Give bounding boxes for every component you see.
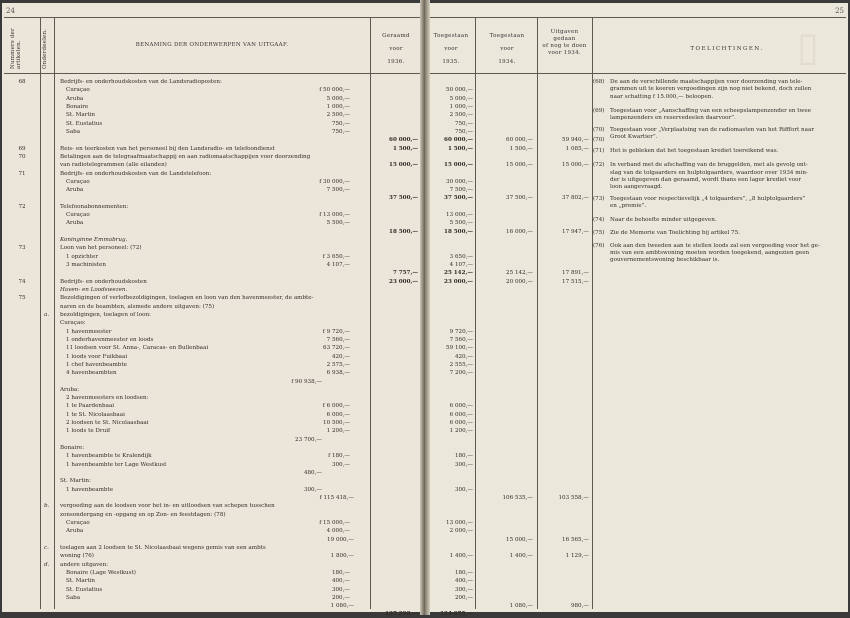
header-description: BENAMING DER ONDERWERPEN VAN UITGAAF. [135, 42, 289, 48]
allowed-1935-total: 15 000,— [444, 162, 473, 169]
estimate-1936: 18 500,— [389, 228, 418, 235]
allowed-1935-item: 200,— [454, 594, 473, 601]
allowed-1935-item: 3 650,— [449, 253, 473, 260]
subitem-amount: f 13 000,— [319, 212, 350, 219]
allowed-1935-item: 7 500,— [449, 187, 473, 194]
right-page [427, 3, 848, 618]
allowed-1934: 1 080,— [509, 603, 533, 610]
estimate-1936: 137 298,— [385, 611, 418, 618]
subitem-amount: 63 720,— [323, 345, 350, 352]
subitem-amount: 10 500,— [323, 420, 350, 427]
row-description: 2 havenmeesters en loodsen: [66, 395, 149, 402]
estimate-1936: 60 000,— [389, 137, 418, 144]
col-divider [537, 17, 538, 609]
header-allowed-1935: Toegestaan voor 1935. [433, 33, 469, 65]
row-description: 1 te Paardenbaai [66, 403, 115, 410]
row-description: Saba [66, 128, 81, 135]
estimate-1936: 1 500,— [392, 145, 418, 152]
note-text-line: Naar de behoefte minder uitgegeven. [610, 217, 717, 224]
note-text-line: naar schatting f 15.000,— beloopen. [610, 93, 714, 100]
subitem-amount: 180,— [331, 569, 350, 576]
note-text-line: De aan de verschillende maatschappijen voor doorzending van tele- [610, 79, 803, 85]
note-text-line: Toegestaan voor „Aanschaffing van een scheepslampenzender en twee [610, 107, 811, 114]
expenses-1934: 16 565,— [562, 536, 589, 543]
subitem-amount: 7 500,— [326, 187, 350, 194]
note-text-line: Het is gebleken dat het toegestaan krediet toereikend was. [610, 148, 779, 155]
expenses-1934: 37 802,— [562, 195, 589, 202]
row-description: Aruba [66, 187, 84, 194]
subitem-amount: f 180,— [328, 453, 350, 460]
subtotal-amount: 23 700,— [295, 436, 322, 443]
subitem-amount: 400,— [331, 578, 350, 585]
book-gutter [420, 0, 430, 615]
group-total-amount: 1 080,— [330, 603, 354, 610]
row-description: Loon van het personeel: (72) [60, 245, 142, 252]
left-page [2, 3, 423, 618]
row-description: Bonaire [66, 103, 89, 110]
note-text-line: Toegestaan voor „Verplaatsing van de radiomasten van het Rifffort naar [610, 126, 815, 133]
subitem-amount: 4 000,— [326, 528, 350, 535]
row-description: 4 havenbeambten [66, 370, 117, 377]
allowed-1935-item: 30 000,— [446, 178, 473, 185]
subitem-amount: 7 560,— [326, 336, 350, 343]
note-number: (70) [593, 126, 605, 133]
allowed-1935-total: 23 000,— [444, 278, 473, 285]
row-description: Haven- en Loodswezen. [60, 287, 128, 293]
row-description: Betalingen aan de telegraafmaatschappij en aan radiomaatschappijen voor doorzending [60, 153, 311, 160]
row-description: woning (76) [60, 553, 94, 560]
group-total-amount: 19 000,— [327, 536, 354, 543]
subitem-amount: 1 000,— [326, 103, 350, 110]
header-explanations: TOELICHTINGEN. [690, 46, 764, 52]
subdivision-label: c. [44, 544, 49, 551]
faded-watermark: ▯ [797, 23, 820, 70]
row-description: St. Martin [66, 112, 96, 119]
page-number-right: 25 [835, 7, 844, 15]
allowed-1935-item: 13 000,— [446, 212, 473, 219]
note-text-line: lampenzenders en reservedeelen daarvoor”. [610, 115, 736, 122]
row-description: Bezoldigingen of verlofbezoldigingen, toelagen en loon van den havenmeester, de ambte- [60, 295, 314, 302]
note-text-line: grammen uit te keeren vergoedingen zijn nog niet bekend, doch zullen [610, 86, 812, 93]
subdivision-label: a. [44, 311, 50, 318]
col-divider [54, 17, 55, 609]
row-description: 11 loodsen voor St. Anna-, Caracas- en Bullenbaai [66, 345, 209, 352]
subitem-amount: 300,— [331, 586, 350, 593]
row-description: St. Eustatius [66, 120, 103, 127]
note-number: (69) [593, 107, 605, 114]
subitem-amount: 2 500,— [326, 112, 350, 119]
row-description: vergoeding aan de loodsen voor het in- en uitloodsen van schepen tusschen [60, 503, 275, 510]
row-description: naren en de beambten, alsmede andere uitgaven: (75) [60, 303, 215, 310]
row-description: 2 loodsen te St. Nicolaasbaai [66, 420, 149, 427]
row-description: Curaçao [66, 519, 90, 526]
row-description: toelagen aan 2 loodsen te St. Nicolaasbaai wegens gemis van een ambts [60, 544, 266, 551]
subitem-amount: 420,— [331, 353, 350, 360]
col-divider [475, 17, 476, 609]
header-article-numbers: Nummers der artikelen. [10, 28, 22, 69]
estimate-1936: 15 000,— [389, 162, 418, 169]
row-description: Reis- en teerkosten van het personeel bij den Landsradio- en telefoondienst [60, 145, 275, 152]
expenses-1934: 17 891,— [562, 270, 589, 277]
allowed-1935-item: 7 560,— [449, 336, 473, 343]
row-description: 1 opzichter [66, 253, 98, 260]
allowed-1935-item: 50 000,— [446, 87, 473, 94]
allowed-1935-item: 2 555,— [449, 361, 473, 368]
subitem-amount: f 6 000,— [322, 403, 350, 410]
row-description: Bonaire: [60, 445, 85, 452]
row-description: 1 onderhavenmeester en loods [66, 336, 154, 343]
row-description: van radiotelegrammen (alle eilanden) [60, 162, 167, 169]
allowed-1935-item: 2 500,— [449, 112, 473, 119]
allowed-1935-item: 7 200,— [449, 370, 473, 377]
allowed-1934: 37 500,— [506, 195, 533, 202]
subitem-amount: 200,— [331, 594, 350, 601]
article-number: 68 [18, 79, 26, 85]
note-text-line: mis van een ambtswoning moeten worden toegekend, aangezien geen [610, 250, 810, 257]
allowed-1935-item: 13 000,— [446, 519, 473, 526]
note-number: (73) [593, 195, 605, 202]
note-text-line: slag van de tolgaarders en hulptolgaarders, waardoor over 1934 min- [610, 169, 808, 176]
row-description: 1 havenbeambte te Kralendijk [66, 453, 152, 460]
row-description: bezoldigingen, toelagen of loon: [60, 311, 151, 318]
article-number: 70 [18, 153, 26, 160]
note-text-line: gouvernementswoning beschikbaar is. [610, 257, 720, 264]
row-description: 1 loods voor Fuikbaai [66, 353, 128, 360]
article-number: 72 [18, 203, 26, 210]
row-description: Bedrijfs- en onderhoudskosten van de Landstelefoon: [60, 170, 212, 177]
estimate-1936: 23 000,— [389, 278, 418, 285]
group-total-amount: f 115 418,— [319, 495, 354, 501]
allowed-1935-item: 1 400,— [449, 553, 473, 560]
row-description: 1 havenbeambte ter Lage Westkust [66, 461, 167, 468]
row-description: Bedrijfs- en onderhoudskosten [60, 278, 147, 285]
header-top-rule [4, 17, 420, 18]
subitem-amount: 5 000,— [326, 95, 350, 102]
allowed-1935-item: 5 000,— [449, 95, 473, 102]
allowed-1935-item: 300,— [454, 486, 473, 493]
header-top-rule [427, 17, 846, 18]
article-number: 74 [18, 278, 26, 285]
header-estimate-1936: Geraamd voor 1936. [382, 33, 410, 65]
row-description: zonsondergang en -opgang en op Zon- en feestdagen: (78) [60, 511, 226, 518]
allowed-1935-item: 6 000,— [449, 420, 473, 427]
allowed-1934: 1 500,— [509, 145, 533, 152]
allowed-1934: 20 000,— [506, 278, 533, 285]
allowed-1935-total: 60 000,— [444, 137, 473, 144]
header-allowed-1934: Toegestaan voor 1934. [489, 33, 525, 65]
note-text-line: Ook aan den tweeden aan te stellen loods zal een vergoeding voor het ge- [610, 242, 820, 249]
allowed-1935-total: 37 500,— [444, 195, 473, 202]
col-divider [370, 17, 371, 609]
row-description: Aruba: [60, 386, 80, 393]
row-description: Aruba [66, 95, 84, 102]
allowed-1935-item: 300,— [454, 461, 473, 468]
expenses-1934: 15 000,— [562, 162, 589, 169]
note-number: (74) [593, 217, 605, 224]
note-reference: (70) [593, 137, 605, 144]
subtotal-amount: f 90 938,— [291, 378, 322, 385]
expenses-1934: 17 947,— [562, 228, 589, 235]
note-number: (71) [593, 148, 605, 155]
row-description: Koninginne Emmabrug. [60, 237, 128, 244]
row-description: Curaçao [66, 212, 90, 219]
subitem-amount: 750,— [331, 128, 350, 135]
row-description: 3 machinisten [66, 262, 106, 269]
subitem-amount: f 50 000,— [319, 87, 350, 94]
allowed-1935-item: 1 000,— [449, 103, 473, 110]
page-number-left: 24 [6, 7, 15, 15]
subitem-amount: 1 200,— [326, 428, 350, 435]
subdivision-label: b. [44, 503, 50, 510]
note-text-line: Zie de Memorie van Toelichting bij artikel 75. [610, 229, 740, 236]
allowed-1935-item: 4 107,— [449, 262, 473, 269]
allowed-1935-item: 6 000,— [449, 411, 473, 418]
subitem-amount: f 3 650,— [322, 253, 350, 260]
row-description: 1 havenmeester [66, 328, 112, 335]
subtotal-amount: 480,— [303, 470, 322, 477]
expenses-1934: 980,— [570, 603, 589, 610]
expenses-1934: 17 515,— [562, 278, 589, 285]
allowed-1935-item: 9 720,— [449, 328, 473, 335]
row-description: Curaçao [66, 87, 90, 94]
header-expenses-1934: Uitgaven gedaan of nog te doen voor 1934. [542, 29, 587, 56]
subitem-amount: 2 575,— [326, 361, 350, 368]
row-description: St. Martin: [60, 478, 91, 485]
article-number: 69 [18, 145, 26, 152]
article-number: 71 [18, 170, 26, 177]
allowed-1934: 1 400,— [509, 553, 533, 560]
header-bottom-rule [4, 73, 420, 74]
allowed-1935-total: 18 500,— [444, 228, 473, 235]
col-divider [40, 17, 41, 609]
article-number: 75 [18, 295, 26, 302]
row-description: andere uitgaven: [60, 561, 109, 568]
allowed-1935-item: 180,— [454, 453, 473, 460]
subitem-amount: f 15 000,— [319, 519, 350, 526]
allowed-1935-item: 6 000,— [449, 403, 473, 410]
note-text-line: Groot Kwartier”. [610, 133, 658, 140]
allowed-1935-item: 180,— [454, 569, 473, 576]
estimate-1936: 37 500,— [389, 195, 418, 202]
allowed-1934: 16 000,— [506, 228, 533, 235]
row-description: 1 havenbeambte [66, 486, 114, 493]
expenses-1934: 1 085,— [565, 145, 589, 152]
subitem-amount: 300,— [331, 461, 350, 468]
allowed-1935-item: 59 100,— [446, 345, 473, 352]
row-description: St. Eustatius [66, 586, 103, 593]
allowed-1935-total: 124 075,— [440, 611, 473, 618]
note-text-line: en „premie”. [610, 202, 647, 209]
subitem-amount: 4 107,— [326, 262, 350, 269]
note-text-line: der is uitgegeven dan geraamd, wordt thans een lager krediet voor [610, 177, 802, 183]
row-description: Bedrijfs- en onderhoudskosten van de Landsradioposten: [60, 79, 222, 85]
allowed-1935-total: 1 500,— [447, 145, 473, 152]
note-text-line: loon aangevraagd. [610, 184, 663, 191]
expenses-1934: 59 940,— [562, 137, 589, 144]
row-description: Curaçao [66, 178, 90, 185]
allowed-1935-item: 1 200,— [449, 428, 473, 435]
row-description: Bonaire (Lage Westkust) [66, 569, 136, 576]
header-subdivisions: Onderdeelen. [42, 28, 48, 69]
allowed-1935-item: 750,— [454, 128, 473, 135]
article-number: 73 [18, 245, 26, 252]
allowed-1934: 106 535,— [502, 495, 533, 501]
note-number: (76) [593, 242, 605, 249]
row-description: 1 te St. Nicolaasbaai [66, 411, 125, 418]
note-text-line: In verband met de afschaffing van de bruggelden, met als gevolg ont- [610, 162, 808, 169]
row-description: 1 loods te Druif [66, 428, 111, 435]
allowed-1935-total: 25 142,— [444, 270, 473, 277]
allowed-1935-item: 300,— [454, 586, 473, 593]
subitem-amount: f 30 000,— [319, 178, 350, 185]
subitem-amount: 6 938,— [326, 370, 350, 377]
row-description: 1 chef havenbeambte [66, 361, 127, 368]
allowed-1935-item: 400,— [454, 578, 473, 585]
note-number: (75) [593, 229, 605, 236]
row-description: Telefoonabonnementen: [60, 203, 129, 210]
allowed-1935-item: 750,— [454, 120, 473, 127]
allowed-1934: 60 000,— [506, 137, 533, 144]
group-total-amount: 1 800,— [330, 553, 354, 560]
allowed-1934: 15 000,— [506, 162, 533, 169]
row-description: Aruba [66, 528, 84, 535]
allowed-1934: 15 000,— [506, 536, 533, 543]
col-divider [592, 17, 593, 609]
subtotal-amount: 300,— [303, 486, 322, 493]
header-bottom-rule [427, 73, 846, 74]
row-description: St. Martin [66, 578, 96, 585]
allowed-1935-item: 420,— [454, 353, 473, 360]
row-description: Aruba [66, 220, 84, 227]
subitem-amount: 6 000,— [326, 411, 350, 418]
allowed-1934: 25 142,— [506, 270, 533, 277]
note-text-line: Toegestaan voor respectievelijk „4 tolgaarders”, „8 hulptolgaarders” [610, 195, 806, 202]
row-description: Saba [66, 594, 81, 601]
subdivision-label: d. [44, 561, 50, 568]
expenses-1934: 103 558,— [558, 495, 589, 501]
note-number: (68) [593, 79, 605, 85]
subitem-amount: 5 500,— [326, 220, 350, 227]
note-number: (72) [593, 162, 605, 169]
subitem-amount: 750,— [331, 120, 350, 127]
estimate-1936: 7 757,— [392, 270, 418, 277]
row-description: Curaçao: [60, 320, 86, 327]
expenses-1934: 1 129,— [565, 553, 589, 560]
subitem-amount: f 9 720,— [322, 328, 350, 335]
allowed-1935-item: 5 500,— [449, 220, 473, 227]
allowed-1935-item: 2 000,— [449, 528, 473, 535]
